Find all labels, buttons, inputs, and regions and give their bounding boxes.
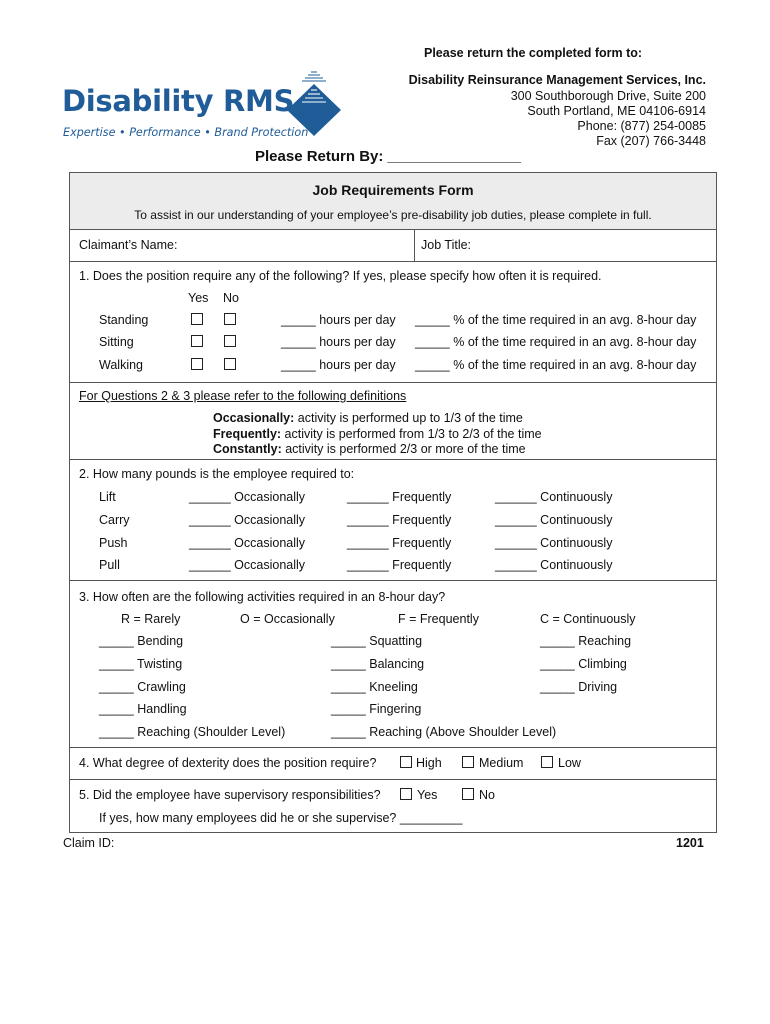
q3-activity-field[interactable]: _____ Twisting: [99, 657, 183, 671]
form-number: 1201: [676, 836, 704, 850]
form-title: Job Requirements Form: [312, 182, 474, 198]
q1-row-label: Standing: [99, 313, 149, 327]
q2-continuously-field[interactable]: ______ Continuously: [495, 558, 613, 572]
q1-walking-no-checkbox[interactable]: [224, 358, 236, 370]
fax: Fax (207) 766-3448: [596, 134, 706, 148]
q3-activity-field[interactable]: _____ Reaching (Shoulder Level): [99, 725, 286, 739]
q3-activity-field[interactable]: _____ Kneeling: [331, 680, 418, 694]
q2-frequently-field[interactable]: ______ Frequently: [347, 558, 452, 572]
q3-activity-field[interactable]: _____ Squatting: [331, 634, 423, 648]
q2-question: 2. How many pounds is the employee required to:: [79, 467, 355, 481]
return-to-heading: Please return the completed form to:: [424, 46, 643, 60]
q2-occasionally-field[interactable]: ______ Occasionally: [189, 536, 306, 550]
definition-occasionally: Occasionally: activity is performed up to 1/3 of the time: [213, 411, 523, 425]
q2-continuously-field[interactable]: ______ Continuously: [495, 490, 613, 504]
q4-medium-label: Medium: [479, 756, 524, 770]
job-title-label[interactable]: Job Title:: [421, 238, 472, 252]
phone: Phone: (877) 254-0085: [577, 119, 706, 133]
q1-standing-no-checkbox[interactable]: [224, 313, 236, 325]
q1-question: 1. Does the position require any of the following? If yes, please specify how often it is required.: [79, 269, 602, 283]
q5-no-label: No: [479, 788, 495, 802]
definitions-heading: For Questions 2 & 3 please refer to the following definitions: [79, 389, 407, 403]
q1-row-label: Sitting: [99, 335, 134, 349]
q1-pct-field[interactable]: _____ % of the time required in an avg. 8-hour day: [415, 313, 697, 327]
q3-legend-occasionally: O = Occasionally: [240, 612, 335, 626]
q1-sitting-no-checkbox[interactable]: [224, 335, 236, 347]
q3-activity-field[interactable]: _____ Bending: [99, 634, 184, 648]
claimant-name-label[interactable]: Claimant’s Name:: [79, 238, 178, 252]
address-line-1: 300 Southborough Drive, Suite 200: [510, 89, 706, 103]
q3-activity-field[interactable]: _____ Reaching: [540, 634, 632, 648]
logo-tagline: Expertise • Performance • Brand Protection: [63, 126, 309, 139]
company-name: Disability Reinsurance Management Services, Inc.: [408, 73, 706, 87]
definition-constantly: Constantly: activity is performed 2/3 or more of the time: [213, 442, 526, 456]
form-intro: To assist in our understanding of your employee’s pre-disability job duties, please complete in full.: [134, 208, 652, 222]
q1-hours-field[interactable]: _____ hours per day: [281, 335, 396, 349]
q1-hours-field[interactable]: _____ hours per day: [281, 358, 396, 372]
q1-walking-yes-checkbox[interactable]: [191, 358, 203, 370]
q1-no-header: No: [223, 291, 239, 305]
q1-standing-yes-checkbox[interactable]: [191, 313, 203, 325]
q3-legend-frequently: F = Frequently: [398, 612, 479, 626]
q2-row-label: Pull: [99, 558, 120, 572]
q2-row-label: Push: [99, 536, 128, 550]
q5-followup-field[interactable]: If yes, how many employees did he or she supervise? _________: [99, 811, 463, 825]
q2-frequently-field[interactable]: ______ Frequently: [347, 490, 452, 504]
q3-legend-rarely: R = Rarely: [121, 612, 181, 626]
q3-activity-field[interactable]: _____ Handling: [99, 702, 187, 716]
q5-question: 5. Did the employee have supervisory responsibilities?: [79, 788, 381, 802]
logo-diamond-icon: [285, 70, 343, 136]
return-by-field[interactable]: Please Return By: ________________: [255, 148, 522, 165]
q3-activity-field[interactable]: _____ Fingering: [331, 702, 422, 716]
q2-continuously-field[interactable]: ______ Continuously: [495, 536, 613, 550]
logo-wordmark: Disability RMS: [62, 84, 295, 118]
q4-low-checkbox[interactable]: [541, 756, 553, 768]
definition-frequently: Frequently: activity is performed from 1/3 to 2/3 of the time: [213, 427, 542, 441]
q1-sitting-yes-checkbox[interactable]: [191, 335, 203, 347]
q1-row-label: Walking: [99, 358, 143, 372]
q5-no-checkbox[interactable]: [462, 788, 474, 800]
q3-activity-field[interactable]: _____ Climbing: [540, 657, 627, 671]
q2-occasionally-field[interactable]: ______ Occasionally: [189, 558, 306, 572]
q5-yes-checkbox[interactable]: [400, 788, 412, 800]
q2-occasionally-field[interactable]: ______ Occasionally: [189, 490, 306, 504]
q4-high-checkbox[interactable]: [400, 756, 412, 768]
q5-yes-label: Yes: [417, 788, 438, 802]
q3-question: 3. How often are the following activities required in an 8-hour day?: [79, 590, 446, 604]
q3-activity-field[interactable]: _____ Crawling: [99, 680, 186, 694]
q2-row-label: Carry: [99, 513, 130, 527]
q2-occasionally-field[interactable]: ______ Occasionally: [189, 513, 306, 527]
q2-frequently-field[interactable]: ______ Frequently: [347, 513, 452, 527]
q3-activity-field[interactable]: _____ Balancing: [331, 657, 425, 671]
address-line-2: South Portland, ME 04106-6914: [527, 104, 706, 118]
q4-medium-checkbox[interactable]: [462, 756, 474, 768]
q1-yes-header: Yes: [188, 291, 209, 305]
q1-pct-field[interactable]: _____ % of the time required in an avg. 8-hour day: [415, 335, 697, 349]
q4-question: 4. What degree of dexterity does the position require?: [79, 756, 377, 770]
q2-continuously-field[interactable]: ______ Continuously: [495, 513, 613, 527]
q3-legend-continuously: C = Continuously: [540, 612, 636, 626]
q3-activity-field[interactable]: _____ Driving: [540, 680, 618, 694]
claim-id-label: Claim ID:: [63, 836, 115, 850]
q2-row-label: Lift: [99, 490, 116, 504]
q4-low-label: Low: [558, 756, 581, 770]
q1-pct-field[interactable]: _____ % of the time required in an avg. 8-hour day: [415, 358, 697, 372]
q3-activity-field[interactable]: _____ Reaching (Above Shoulder Level): [331, 725, 557, 739]
q1-hours-field[interactable]: _____ hours per day: [281, 313, 396, 327]
q4-high-label: High: [416, 756, 442, 770]
q2-frequently-field[interactable]: ______ Frequently: [347, 536, 452, 550]
